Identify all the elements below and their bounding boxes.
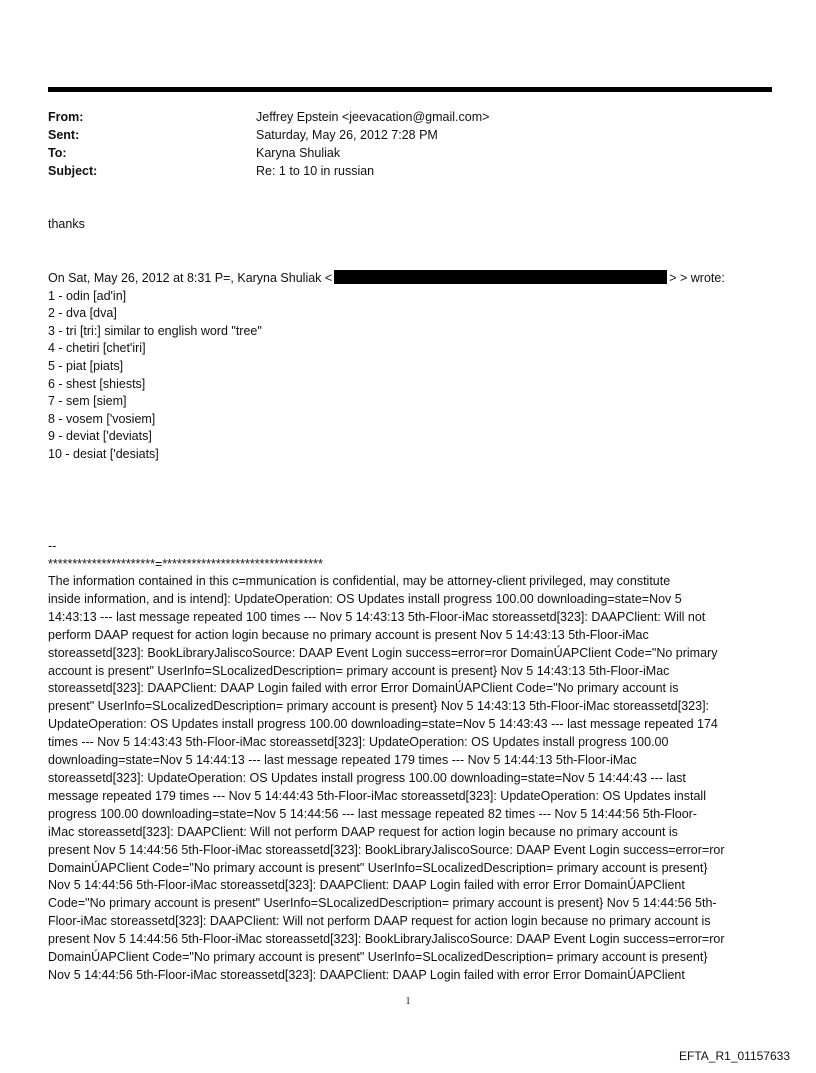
disclaimer-line: present Nov 5 14:44:56 5th-Floor-iMac storeassetd[323]: BookLibraryJaliscoSource: DAAP Event Login success=error=ror (48, 932, 725, 947)
disclaimer-line: iMac storeassetd[323]: DAAPClient: Will not perform DAAP request for action login because no primary account is (48, 824, 678, 839)
disclaimer-line: message repeated 179 times --- Nov 5 14:44:43 5th-Floor-iMac storeassetd[323]: UpdateOperation: OS Updates install (48, 788, 706, 803)
disclaimer-line: present" UserInfo=SLocalizedDescription= primary account is present} Nov 5 14:43:13 5th-Floor-iMac storeassetd[323]: (48, 699, 710, 714)
quote-line: 5 - piat [piats] (48, 358, 124, 373)
disclaimer-line: The information contained in this c=mmunication is confidential, may be attorney-client privileged, may constitute (48, 574, 671, 588)
disclaimer-line: Nov 5 14:44:56 5th-Floor-iMac storeassetd[323]: DAAPClient: DAAP Login failed with error Error DomainÚAPClient (48, 878, 685, 893)
from-value: Jeffrey Epstein <jeevacation@gmail.com> (256, 110, 490, 124)
quote-intro (48, 270, 768, 288)
quoted-message (48, 270, 768, 464)
disclaimer-line: present Nov 5 14:44:56 5th-Floor-iMac storeassetd[323]: BookLibraryJaliscoSource: DAAP Event Login success=error=ror (48, 842, 725, 857)
disclaimer-line: UpdateOperation: OS Updates install progress 100.00 downloading=state=Nov 5 14:43:43 --- last message repeated 174 (48, 717, 718, 732)
disclaimer-line: times --- Nov 5 14:43:43 5th-Floor-iMac storeassetd[323]: UpdateOperation: OS Updates install progress 100.00 (48, 735, 669, 750)
disclaimer-line: account is present" UserInfo=SLocalizedDescription= primary account is present} Nov 5 14:43:13 5th-Floor-iMac (48, 663, 670, 678)
disclaimer-line: Code="No primary account is present" UserInfo=SLocalizedDescription= primary account is present} Nov 5 14:44:56 5th- (48, 896, 717, 911)
header-rule (48, 87, 772, 92)
sent-row (48, 126, 489, 144)
redaction-bar (334, 270, 667, 284)
quote-line: 8 - vosem ['vosiem] (48, 411, 156, 426)
subject-row (48, 162, 489, 180)
from-row (48, 108, 489, 126)
to-row (48, 144, 489, 162)
quote-line: 10 - desiat ['desiats] (48, 446, 159, 461)
signature-stars: **********************=********************************* (48, 556, 323, 571)
disclaimer-line: DomainÚAPClient Code="No primary account is present" UserInfo=SLocalizedDescription= primary account is present} (48, 860, 708, 875)
quote-line: 2 - dva [dva] (48, 306, 117, 321)
from-label: From: (48, 110, 84, 124)
disclaimer-line: 14:43:13 --- last message repeated 100 times --- Nov 5 14:43:13 5th-Floor-iMac storeassetd[323]: DAAPClient: Will not (48, 609, 706, 624)
disclaimer-line: storeassetd[323]: BookLibraryJaliscoSource: DAAP Event Login success=error=ror DomainÚAPClient Code="No primary (48, 645, 718, 660)
to-label: To: (48, 146, 67, 160)
disclaimer-line: perform DAAP request for action login because no primary account is present Nov 5 14:43:13 5th-Floor-iMac (48, 627, 649, 642)
page-number: 1 (405, 996, 411, 1007)
sent-label: Sent: (48, 128, 80, 142)
disclaimer-line: DomainÚAPClient Code="No primary account is present" UserInfo=SLocalizedDescription= primary account is present} (48, 950, 708, 965)
to-value: Karyna Shuliak (256, 146, 341, 160)
disclaimer-line: inside information, and is intend]: UpdateOperation: OS Updates install progress 100.00 downloading=state=Nov 5 (48, 591, 682, 606)
disclaimer-line: downloading=state=Nov 5 14:44:13 --- last message repeated 179 times --- Nov 5 14:44:13 5th-Floor-iMac (48, 753, 637, 768)
quote-intro-after: > > wrote: (669, 271, 725, 285)
reply-text: thanks (48, 217, 85, 231)
quote-lines (48, 288, 768, 464)
bates-number: EFTA_R1_01157633 (679, 1049, 790, 1063)
quote-intro-before: On Sat, May 26, 2012 at 8:31 P=, Karyna Shuliak < (48, 271, 333, 285)
disclaimer-line: storeassetd[323]: DAAPClient: DAAP Login failed with error Error DomainÚAPClient Code="No primary account is (48, 681, 679, 696)
subject-label: Subject: (48, 164, 98, 178)
disclaimer-line: progress 100.00 downloading=state=Nov 5 14:44:56 --- last message repeated 82 times --- Nov 5 14:44:56 5th-Floor- (48, 806, 697, 821)
disclaimer-line: Nov 5 14:44:56 5th-Floor-iMac storeassetd[323]: DAAPClient: DAAP Login failed with error Error DomainÚAPClient (48, 967, 685, 982)
quote-line: 4 - chetiri [chet'iri] (48, 341, 146, 356)
signature (48, 538, 772, 573)
disclaimer-text (48, 573, 772, 985)
signature-dashes: -- (48, 539, 57, 553)
quote-line: 1 - odin [ad'in] (48, 288, 127, 303)
sent-value: Saturday, May 26, 2012 7:28 PM (256, 128, 438, 142)
quote-line: 6 - shest [shiests] (48, 376, 146, 391)
quote-line: 3 - tri [tri:] similar to english word "tree" (48, 323, 262, 338)
quote-line: 9 - deviat ['deviats] (48, 429, 152, 444)
disclaimer-line: Floor-iMac storeassetd[323]: DAAPClient: Will not perform DAAP request for action login because no primary account is (48, 914, 711, 929)
email-header (48, 108, 489, 180)
quote-line: 7 - sem [siem] (48, 394, 127, 409)
disclaimer-line: storeassetd[323]: UpdateOperation: OS Updates install progress 100.00 downloading=state=Nov 5 14:44:43 --- last (48, 770, 686, 785)
subject-value: Re: 1 to 10 in russian (256, 164, 375, 178)
